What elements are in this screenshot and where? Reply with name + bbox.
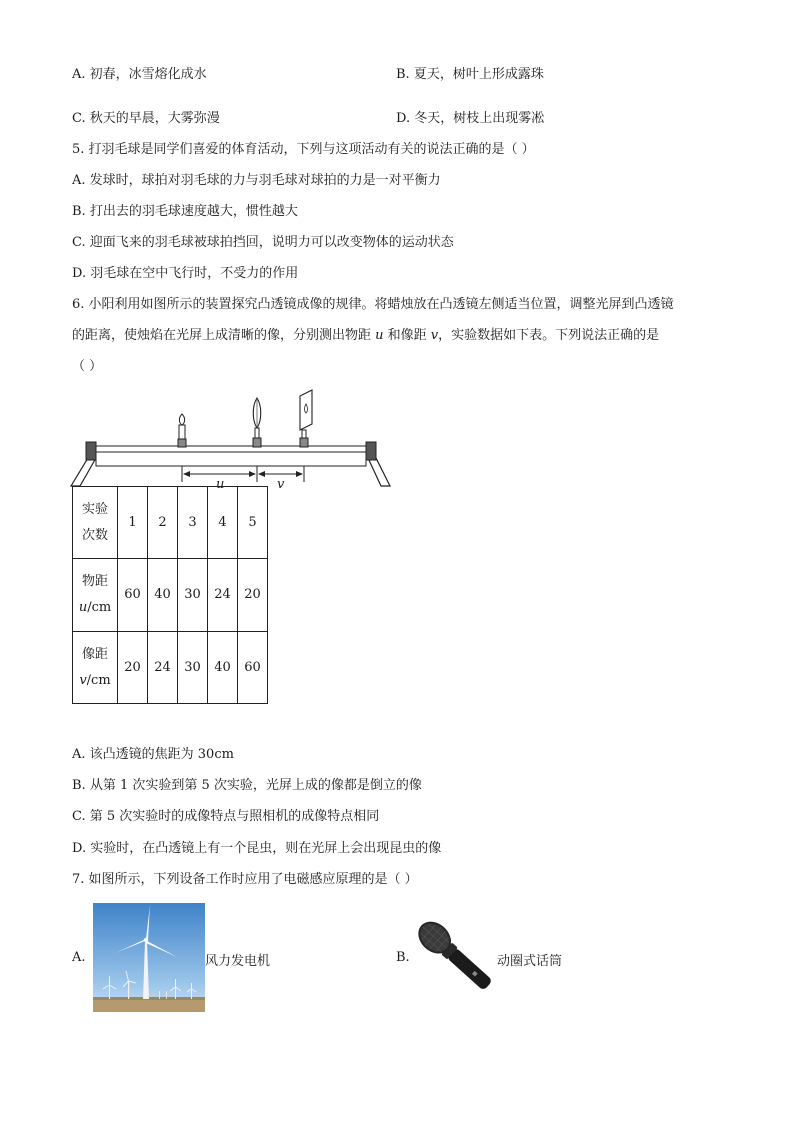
light-screen (300, 390, 312, 447)
table-head-text: 次数 (81, 527, 108, 543)
q5-option-b: B. 打出去的羽毛球速度越大，惯性越大 (72, 204, 298, 219)
q6-stem-u: u (375, 328, 384, 343)
table-cell: 1 (118, 487, 148, 559)
table-cell: 5 (238, 487, 268, 559)
var-u: u (78, 600, 88, 615)
q5-option-c: C. 迎面飞来的羽毛球被球拍挡回，说明力可以改变物体的运动状态 (72, 235, 454, 250)
table-cell: 20 (238, 559, 268, 632)
bench-left-leg (71, 458, 96, 486)
q6-stem-text: 的距离，使烛焰在光屏上成清晰的像，分别测出物距 (72, 328, 376, 343)
table-cell: 60 (118, 559, 148, 632)
experiment-data-table (72, 486, 268, 704)
q6-stem-line1: 6. 小阳利用如图所示的装置探究凸透镜成像的规律。将蜡烛放在凸透镜左侧适当位置，调整光屏到凸透镜 (72, 297, 674, 312)
table-cell: 20 (118, 632, 148, 704)
table-cell: 40 (148, 559, 178, 632)
q6-stem-v: v (430, 328, 439, 343)
q7-option-b-caption: 动圈式话筒 (497, 954, 563, 969)
convex-lens (253, 398, 261, 447)
var-v: v (79, 672, 87, 688)
table-row-trials (73, 487, 268, 559)
table-cell: 24 (208, 559, 238, 632)
q4-option-c: C. 秋天的早晨，大雾弥漫 (72, 111, 220, 126)
q4-option-a: A. 初春，冰雪熔化成水 (72, 67, 207, 82)
table-head-text: 实验 (81, 501, 108, 517)
q6-option-c: C. 第 5 次实验时的成像特点与照相机的成像特点相同 (72, 809, 380, 824)
arrowhead-u-right (249, 471, 256, 477)
table-head-unit (73, 668, 117, 694)
q6-stem-text: ，实验数据如下表。下列说法正确的是 (438, 328, 660, 343)
q7-option-b-label: B. (396, 950, 410, 965)
q6-stem-text: 和像距 (383, 328, 431, 343)
q4-option-d: D. 冬天，树枝上出现雾凇 (396, 111, 545, 126)
q7-stem: 7. 如图所示，下列设备工作时应用了电磁感应原理的是（ ） (72, 872, 418, 887)
table-head-text: 像距 (81, 646, 108, 662)
table-cell: 3 (178, 487, 208, 559)
table-cell: 2 (148, 487, 178, 559)
table-cell: 40 (208, 632, 238, 704)
arrowhead-u-left (183, 471, 190, 477)
bench-left-end (86, 442, 96, 460)
bench-right-end (366, 442, 376, 460)
table-head-object-distance (73, 559, 118, 632)
optical-bench-diagram (66, 388, 396, 490)
bench-rail-top (96, 446, 366, 452)
microphone-photo (412, 911, 497, 999)
q5-option-d: D. 羽毛球在空中飞行时，不受力的作用 (72, 266, 299, 281)
table-cell: 4 (208, 487, 238, 559)
table-cell: 30 (178, 632, 208, 704)
table-row-image-distance (73, 632, 268, 704)
table-head-image-distance (73, 632, 118, 704)
q6-option-b: B. 从第 1 次实验到第 5 次实验，光屏上成的像都是倒立的像 (72, 778, 422, 793)
q7-option-a-label: A. (72, 950, 86, 965)
table-head-trials (73, 487, 118, 559)
table-head-text: 物距 (81, 574, 108, 589)
wind-turbine-photo (93, 903, 205, 1012)
q7-option-a-caption: 风力发电机 (205, 954, 271, 969)
table-head-unit (73, 595, 117, 621)
candle (178, 414, 186, 447)
table-row-object-distance (73, 559, 268, 632)
arrowhead-v-left (258, 471, 265, 477)
table-cell: 30 (178, 559, 208, 632)
label-v: v (277, 477, 285, 490)
arrowhead-v-right (296, 471, 303, 477)
q6-stem-line3: （ ） (72, 359, 103, 374)
q5-option-a: A. 发球时，球拍对羽毛球的力与羽毛球对球拍的力是一对平衡力 (72, 173, 441, 188)
q6-option-a: A. 该凸透镜的焦距为 30cm (72, 747, 234, 762)
unit-cm: /cm (86, 672, 111, 688)
q6-option-d: D. 实验时，在凸透镜上有一个昆虫，则在光屏上会出现昆虫的像 (72, 841, 442, 856)
table-cell: 60 (238, 632, 268, 704)
q5-stem: 5. 打羽毛球是同学们喜爱的体育活动，下列与这项活动有关的说法正确的是（ ） (72, 142, 535, 157)
q4-option-b: B. 夏天，树叶上形成露珠 (396, 67, 544, 82)
bench-rail (96, 452, 366, 466)
q6-stem-line2 (72, 327, 659, 345)
table-cell: 24 (148, 632, 178, 704)
label-u: u (216, 477, 225, 490)
bench-right-leg (368, 458, 390, 486)
unit-cm: /cm (87, 600, 112, 615)
